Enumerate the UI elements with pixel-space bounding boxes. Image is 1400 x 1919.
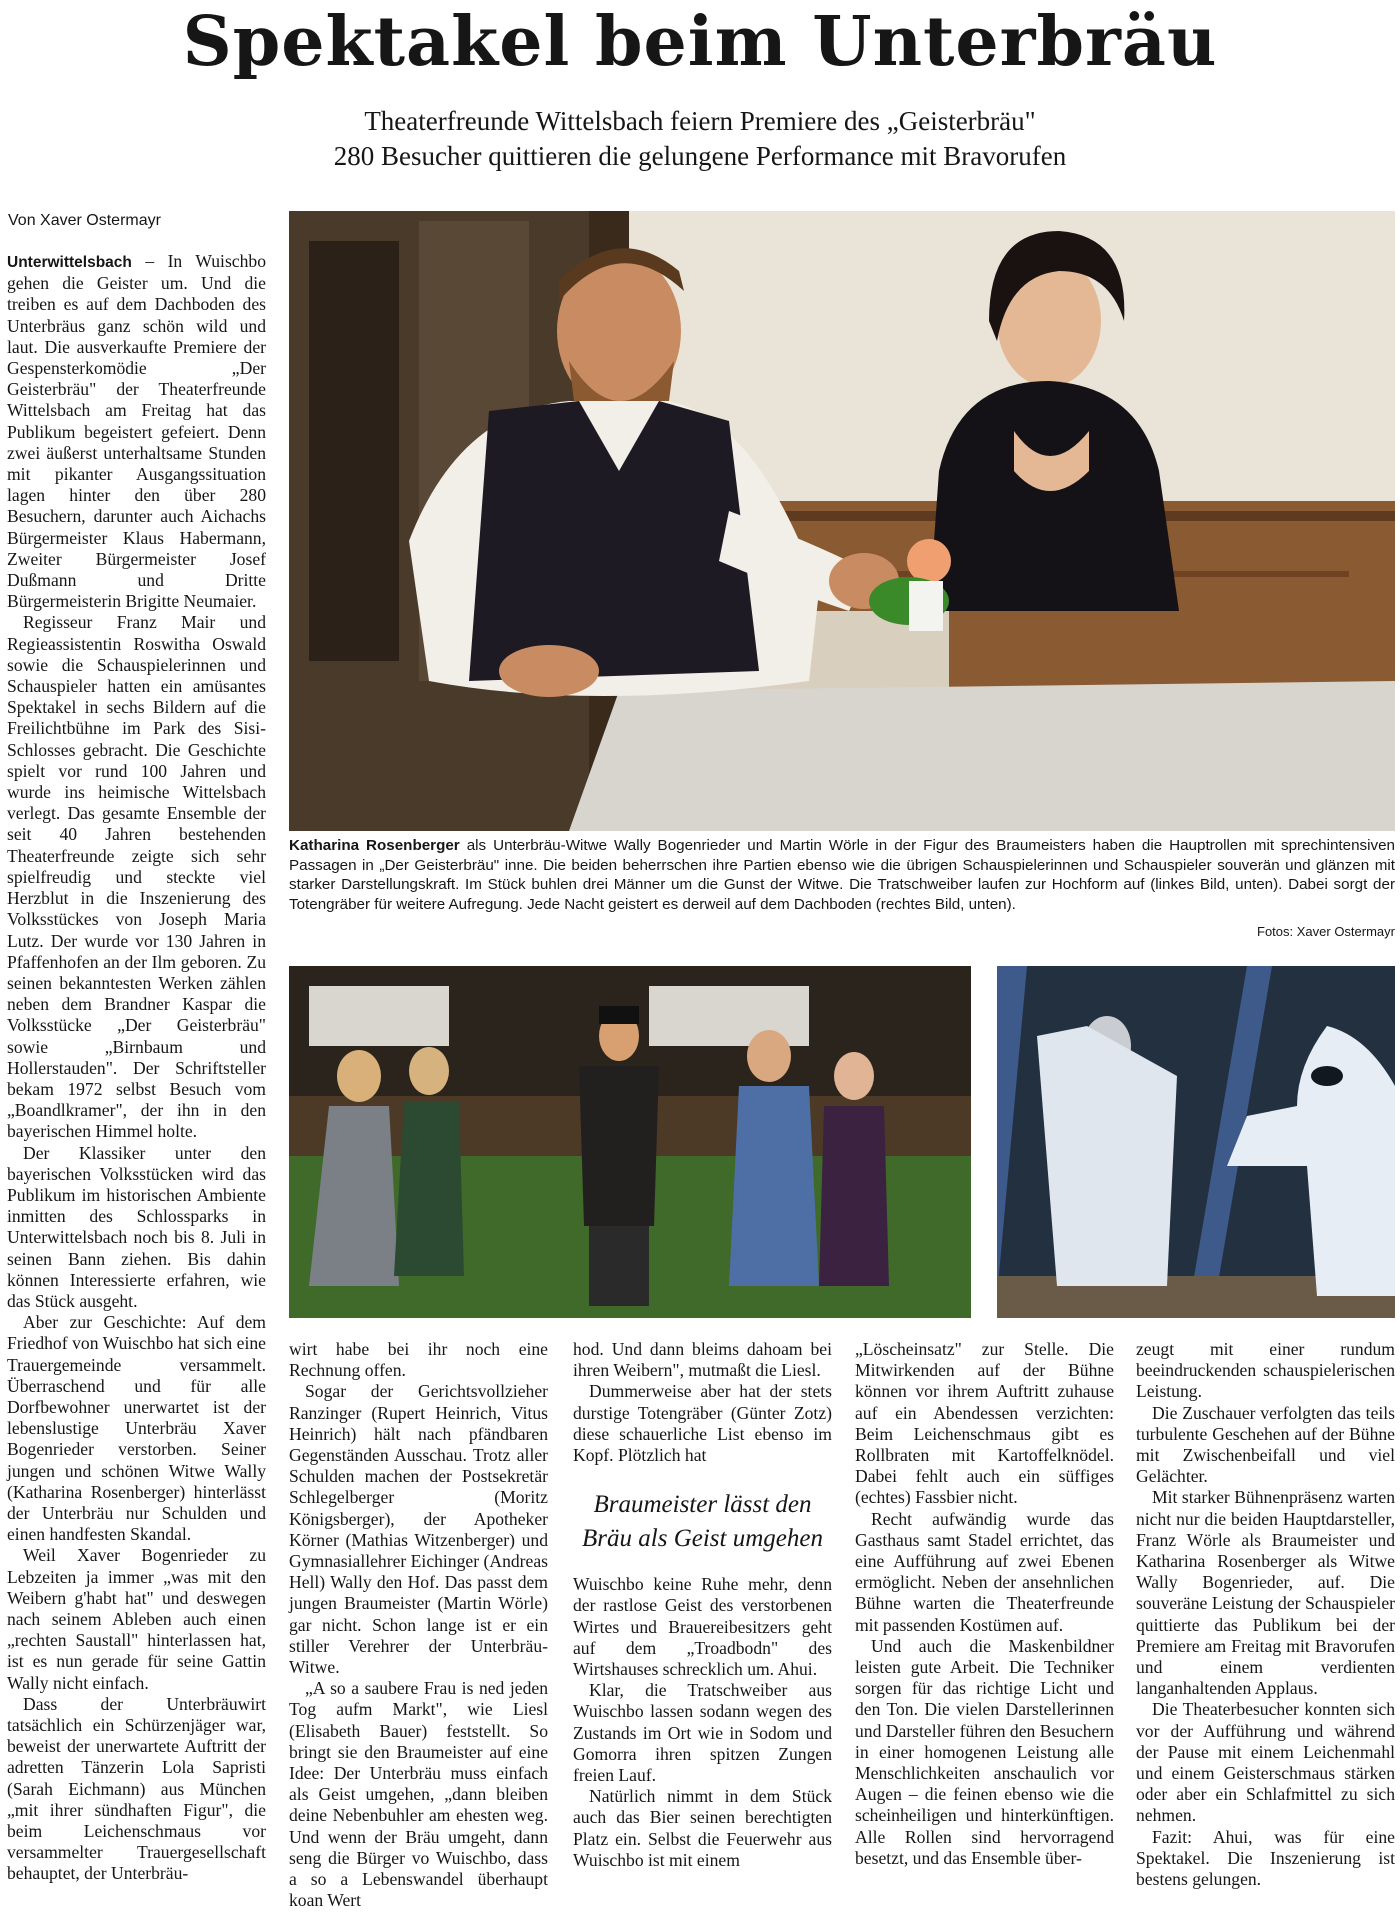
paragraph: hod. Und dann bleims dahoam bei ihren Weibern", mutmaßt die Liesl.: [573, 1339, 832, 1381]
dateline: Unterwittelsbach: [7, 254, 132, 271]
column-4: [855, 1339, 1114, 1869]
paragraph: Aber zur Geschichte: Auf dem Friedhof von Wuischbo hat sich eine Trauergemeinde versammelt. Überraschend und für alle Dorfbewohner unerwartet ist der lebenslustige Unterbräu Xaver Bogenrieder verstorben. Seiner jungen und schönen Witwe Wally (Katharina Rosenberger) hinterlässt der Unterbräu nur Schulden und einen handfesten Skandal.: [7, 1312, 266, 1545]
paragraph: Klar, die Tratschweiber aus Wuischbo lassen sodann wegen des Zustands im Ort wie in Sodom und Gomorra ihren spitzen Zungen freien Lauf.: [573, 1680, 832, 1786]
paragraph: Fazit: Ahui, was für eine Spektakel. Die Inszenierung ist bestens gelungen.: [1136, 1826, 1395, 1890]
paragraph: Die Zuschauer verfolgten das teils turbulente Geschehen auf der Bühne mit Zwischenbeifall und viel Gelächter.: [1136, 1402, 1395, 1487]
paragraph: Recht aufwändig wurde das Gasthaus samt Stadel errichtet, das eine Aufführung auf zwei Ebenen ermöglicht. Neben der ansehnlichen Bühne warten die Theaterfreunde mit passenden Kostümen auf.: [855, 1508, 1114, 1635]
photo-caption: [289, 836, 1395, 914]
paragraph: Mit starker Bühnenpräsenz warten nicht nur die beiden Hauptdarsteller, Franz Wörle als Braumeister und Katharina Rosenberger als Witwe Wally Bogenrieder, auf. Die souveräne Leistung der Schauspieler quittierte das Publikum bei der Premiere am Freitag mit Bravorufen und einem verdienten langanhaltenden Applaus.: [1136, 1487, 1395, 1699]
subtitle-line-1: Theaterfreunde Wittelsbach feiern Premiere des „Geisterbräu": [364, 106, 1036, 136]
paragraph: Wuischbo keine Ruhe mehr, denn der rastlose Geist des verstorbenen Wirtes und Brauereibesitzers geht auf dem „Troadbodn" des Wirtshauses schrecklich um. Ahui.: [573, 1574, 832, 1680]
paragraph: Dass der Unterbräuwirt tatsächlich ein Schürzenjäger war, beweist der unerwartete Auftritt der adretten Tänzerin Lola Sapristi (Sarah Eichmann) aus München „mit ihrer sündhaften Figur", die beim Leichenschmaus vor versammelter Trauergesellschaft behauptet, der Unterbräu-: [7, 1693, 266, 1884]
paragraph: Natürlich nimmt in dem Stück auch das Bier seinen berechtigten Platz ein. Selbst die Feuerwehr aus Wuischbo ist mit einem: [573, 1786, 832, 1870]
paragraph: „A so a saubere Frau is ned jeden Tog aufm Markt", wie Liesl (Elisabeth Bauer) feststellt. So bringt sie den Braumeister auf eine Idee: Der Unterbräu muss einfach als Geist umgehen, „dann bleiben deine Nebenbuhler am ehesten weg. Und wenn der Bräu umgeht, dann seng die Bürger vo Wuischbo, dass a so a Lebenswandel überhaupt koan Wert: [289, 1678, 548, 1911]
bottom-right-photo: [997, 966, 1395, 1318]
subtitle-line-2: 280 Besucher quittieren die gelungene Performance mit Bravorufen: [333, 141, 1067, 171]
paragraph: Der Klassiker unter den bayerischen Volksstücken wird das Publikum im historischen Ambiente inmitten des Schlossparks in Unterwittelsbach noch bis 8. Juli in seinen Bann ziehen. Bis dahin können Interessierte erfahren, wie das Stück ausgeht.: [7, 1142, 266, 1311]
paragraph: Sogar der Gerichtsvollzieher Ranzinger (Rupert Heinrich, Vitus Heinrich) hält nach pfändbaren Gegenständen Ausschau. Trotz aller Schulden machen der Postsekretär Schlegelberger (Moritz Königsberger), der Apotheker Körner (Mathias Witzenberger) und Gymnasiallehrer Eichinger (Andreas Hell) Wally den Hof. Das passt dem jungen Braumeister (Martin Wörle) gar nicht. Schon lange ist er ein stiller Verehrer der Unterbräu-Witwe.: [289, 1381, 548, 1678]
paragraph: Die Theaterbesucher konnten sich vor der Aufführung und während der Pause mit einem Leichenmahl und einem Geisterschmaus stärken oder aber ein Schlafmittel zu sich nehmen.: [1136, 1699, 1395, 1826]
byline: Von Xaver Ostermayr: [8, 212, 161, 229]
paragraph: Regisseur Franz Mair und Regieassistentin Roswitha Oswald sowie die Schauspielerinnen und Schauspieler hatten ein amüsantes Spektakel in sechs Bildern auf die Freilichtbühne im Park des Sisi-Schlosses gebracht. Die Geschichte spielt vor rund 100 Jahren und wurde ins heimische Wittelsbach verlegt. Das gesamte Ensemble der seit 40 Jahren bestehenden Theaterfreunde zeigte sich sehr spielfreudig und steckte viel Herzblut in die Inszenierung des Volksstückes von Joseph Maria Lutz. Der wurde vor 130 Jahren in Pfaffenhofen an der Ilm geboren. Zu seinen bekanntesten Werken zählen neben dem Brandner Kaspar die Volksstücke „Der Geisterbräu" sowie „Birnbaum und Hollerstauden". Der Schriftsteller bekam 1972 selbst Besuch vom „Boandlkramer", der ihn in den bayerischen Himmel holte.: [7, 612, 266, 1142]
paragraph: Und auch die Maskenbildner leisten gute Arbeit. Die Techniker sorgen für das richtige Licht und den Ton. Die vielen Darstellerinnen und Darsteller führen den Besuchern in einer homogenen Leistung alle Menschlichkeiten anschaulich vor Augen – die feinen ebenso wie die scheinheiligen und hinterkünftigen. Alle Rollen sind hervorragend besetzt, und das Ensemble über-: [855, 1635, 1114, 1868]
caption-text: als Unterbräu-Witwe Wally Bogenrieder und Martin Wörle in der Figur des Braumeisters haben die Hauptrollen mit sprechintensiven Passagen in „Der Geisterbräu" inne. Die beiden beherrschen ihre Partien ebenso wie die übrigen Schauspielerinnen und Schauspieler souverän und glänzen mit starker Darstellungskraft. Im Stück buhlen drei Männer um die Gunst der Witwe. Die Tratschweiber laufen zur Hochform auf (linkes Bild, unten). Dabei sorgt der Totengräber für weitere Aufregung. Jede Nacht geistert es derweil auf dem Dachboden (rechtes Bild, unten).: [289, 837, 1395, 913]
caption-name: Katharina Rosenberger: [289, 837, 460, 854]
column-2: [289, 1339, 548, 1911]
bottom-left-photo: [289, 966, 971, 1318]
headline: Spektakel beim Unterbräu: [182, 2, 1218, 82]
column-3: [573, 1339, 832, 1871]
paragraph: wirt habe bei ihr noch eine Rechnung offen.: [289, 1339, 548, 1381]
paragraph: „Löscheinsatz" zur Stelle. Die Mitwirkenden auf der Bühne können vor ihrem Auftritt zuhause auf ein Abendessen verzichten: Beim Leichenschmaus gibt es Rollbraten mit Kartoffelknödel. Dabei fehlt auch ein süffiges (echtes) Fassbier nicht.: [855, 1339, 1114, 1508]
paragraph: zeugt mit einer rundum beeindruckenden schauspielerischen Leistung.: [1136, 1339, 1395, 1402]
column-1: [7, 251, 266, 1885]
paragraph: Dummerweise aber hat der stets durstige Totengräber (Günter Zotz) diese schauerliche List ebenso im Kopf. Plötzlich hat: [573, 1381, 832, 1466]
paragraph: Weil Xaver Bogenrieder zu Lebzeiten ja immer „was mit den Weibern g'habt hat" und deswegen nach seinem Ableben auch einen „rechten Saustall" hinterlassen hat, ist es nun gerade für seine Gattin Wally nicht einfach.: [7, 1545, 266, 1693]
main-photo: [289, 211, 1395, 831]
column-5: [1136, 1339, 1395, 1890]
photo-credit: Fotos: Xaver Ostermayr: [1257, 924, 1395, 939]
intermediate-heading: Braumeister lässt den Bräu als Geist umgehen: [582, 1491, 823, 1553]
paragraph: Unterwittelsbach – In Wuischbo gehen die Geister um. Und die treiben es auf dem Dachboden des Unterbräus ganz schön wild und laut. Die ausverkaufte Premiere der Gespensterkomödie „Der Geisterbräu" der Theaterfreunde Wittelsbach am Freitag hat das Publikum begeistert gefeiert. Denn zwei äußerst unterhaltsame Stunden mit pikanter Ausgangssituation lagen hinter den über 280 Besuchern, darunter auch Aichachs Bürgermeister Klaus Habermann, Zweiter Bürgermeister Josef Dußmann und Dritte Bürgermeisterin Brigitte Neumaier.: [7, 251, 266, 612]
